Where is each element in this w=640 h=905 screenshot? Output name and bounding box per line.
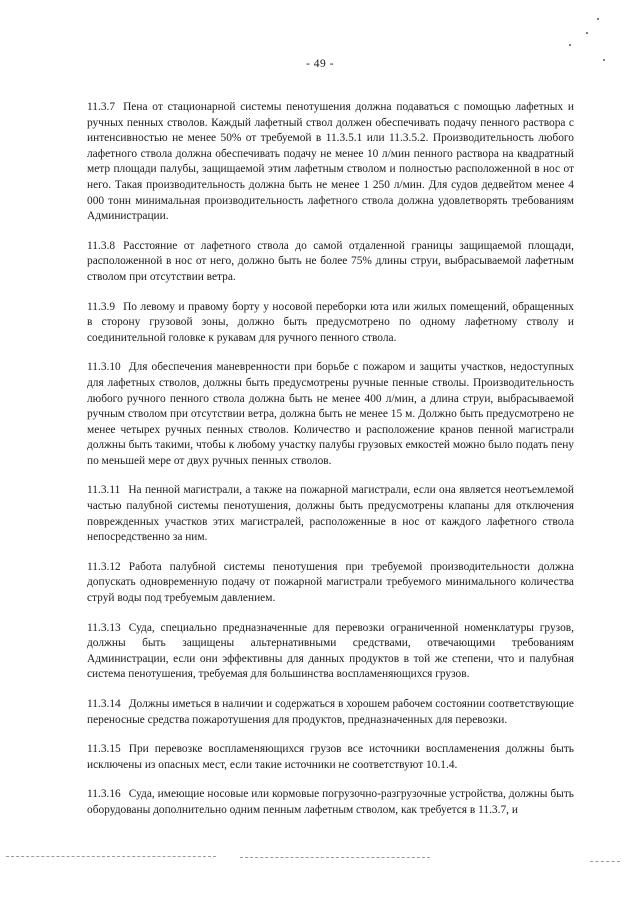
paragraph-number: 11.3.14 <box>87 698 121 710</box>
paragraph-number: 11.3.10 <box>87 361 121 374</box>
paragraph-text: При перевозке воспламеняющихся грузов все источники воспламенения должны быть исключены из опасных мест, если такие источники не соответствуют 10.1.4. <box>87 743 574 771</box>
scan-noise-line <box>6 856 216 858</box>
page-number: - 49 - <box>306 58 334 70</box>
paragraph-text: Суда, специально предназначенные для перевозки ограниченной номенклатуры грузов, должны быть защищены альтернативными средствами, отвечающими требованиям Администрации, если они эффективны для данных продуктов в той же степени, что и палубная система пенотушения, требуемая для большинства воспламеняющихся грузов. <box>87 621 574 681</box>
paragraph-number: 11.3.15 <box>87 743 121 756</box>
paragraph-11-3-7 <box>87 100 574 225</box>
paragraph-number: 11.3.8 <box>87 239 116 252</box>
scan-noise-line <box>590 861 620 863</box>
paragraph-number: 11.3.16 <box>87 788 121 801</box>
paragraph-number: 11.3.12 <box>87 560 121 573</box>
paragraph-text: Расстояние от лафетного ствола до самой отдаленной границы защищаемой площади, расположенной в нос от него, должно быть не более 75% длины струи, выбрасываемой лафетным стволом при отсутствии ветра. <box>87 239 574 283</box>
scan-speck <box>569 44 571 46</box>
paragraph-11-3-14 <box>87 697 574 728</box>
paragraph-text: Для обеспечения маневренности при борьбе с пожаром и защиты участков, недоступных для лафетных стволов, должны быть предусмотрены ручные пенные стволы. Производительность любого ручного пенного ствола должна быть не менее 400 л/мин, а длина струи, выбрасываемой ручным стволом при отсутствии ветра, должна быть не менее 15 м. Должно быть предусмотрено не менее четырех ручных пенных стволов. Количество и расположение кранов пенной магистрали должны быть такими, чтобы к любому участку палубы грузовых емкостей можно было подать пену по меньшей мере от двух ручных пенных стволов. <box>87 361 574 467</box>
paragraph-number: 11.3.13 <box>87 621 121 634</box>
paragraph-11-3-11 <box>87 483 574 545</box>
scan-speck <box>586 32 588 34</box>
paragraph-text: Работа палубной системы пенотушения при требуемой производительности должна допускать одновременную подачу от пожарной магистрали требуемого минимального количества струй воды под требуемым давлением. <box>87 560 574 605</box>
paragraph-11-3-10 <box>87 360 574 469</box>
paragraph-11-3-9 <box>87 300 574 347</box>
scan-noise-line <box>240 857 430 859</box>
paragraph-text: Должны иметься в наличии и содержаться в хорошем рабочем состоянии соответствующие переносные средства пожаротушения для продуктов, предназначенных для перевозки. <box>87 698 574 726</box>
paragraph-number: 11.3.7 <box>87 101 116 113</box>
paragraph-number: 11.3.9 <box>87 300 116 313</box>
paragraph-11-3-16 <box>87 787 574 818</box>
paragraph-11-3-8 <box>87 239 574 286</box>
paragraph-number: 11.3.11 <box>87 484 121 497</box>
document-body <box>87 100 574 833</box>
paragraph-11-3-15 <box>87 742 574 773</box>
paragraph-text: На пенной магистрали, а также на пожарной магистрали, если она является неотъемлемой частью палубной системы пенотушения, должны быть предусмотрены клапаны для отключения поврежденных участков этих магистралей, расположенные в нос от каждого лафетного ствола непосредственно за ним. <box>87 484 574 544</box>
paragraph-11-3-12 <box>87 560 574 607</box>
paragraph-text: Пена от стационарной системы пенотушения должна подаваться с помощью лафетных и ручных пенных стволов. Каждый лафетный ствол должен обеспечивать подачу пенного раствора с интенсивностью не менее 50% от требуемой в 11.3.5.1 или 11.3.5.2. Производительность любого лафетного ствола должна обеспечивать подачу не менее 10 л/мин пенного раствора на квадратный метр площади палубы, защищаемой этим лафетным стволом и полностью расположенной в нос от него. Такая производительность должна быть не менее 1 250 л/мин. Для судов дедвейтом менее 4 000 тонн минимальная производительность лафетного ствола должна удовлетворять требованиям Администрации. <box>87 101 574 223</box>
paragraph-11-3-13 <box>87 621 574 683</box>
paragraph-text: Суда, имеющие носовые или кормовые погрузочно-разгрузочные устройства, должны быть оборудованы дополнительно одним пенным лафетным стволом, как требуется в 11.3.7, и <box>87 788 574 816</box>
scan-speck <box>597 18 599 20</box>
paragraph-text: По левому и правому борту у носовой переборки юта или жилых помещений, обращенных в сторону грузовой зоны, должно быть предусмотрено по одному лафетному стволу и соединительной головке к рукавам для ручного пенного ствола. <box>87 300 574 344</box>
